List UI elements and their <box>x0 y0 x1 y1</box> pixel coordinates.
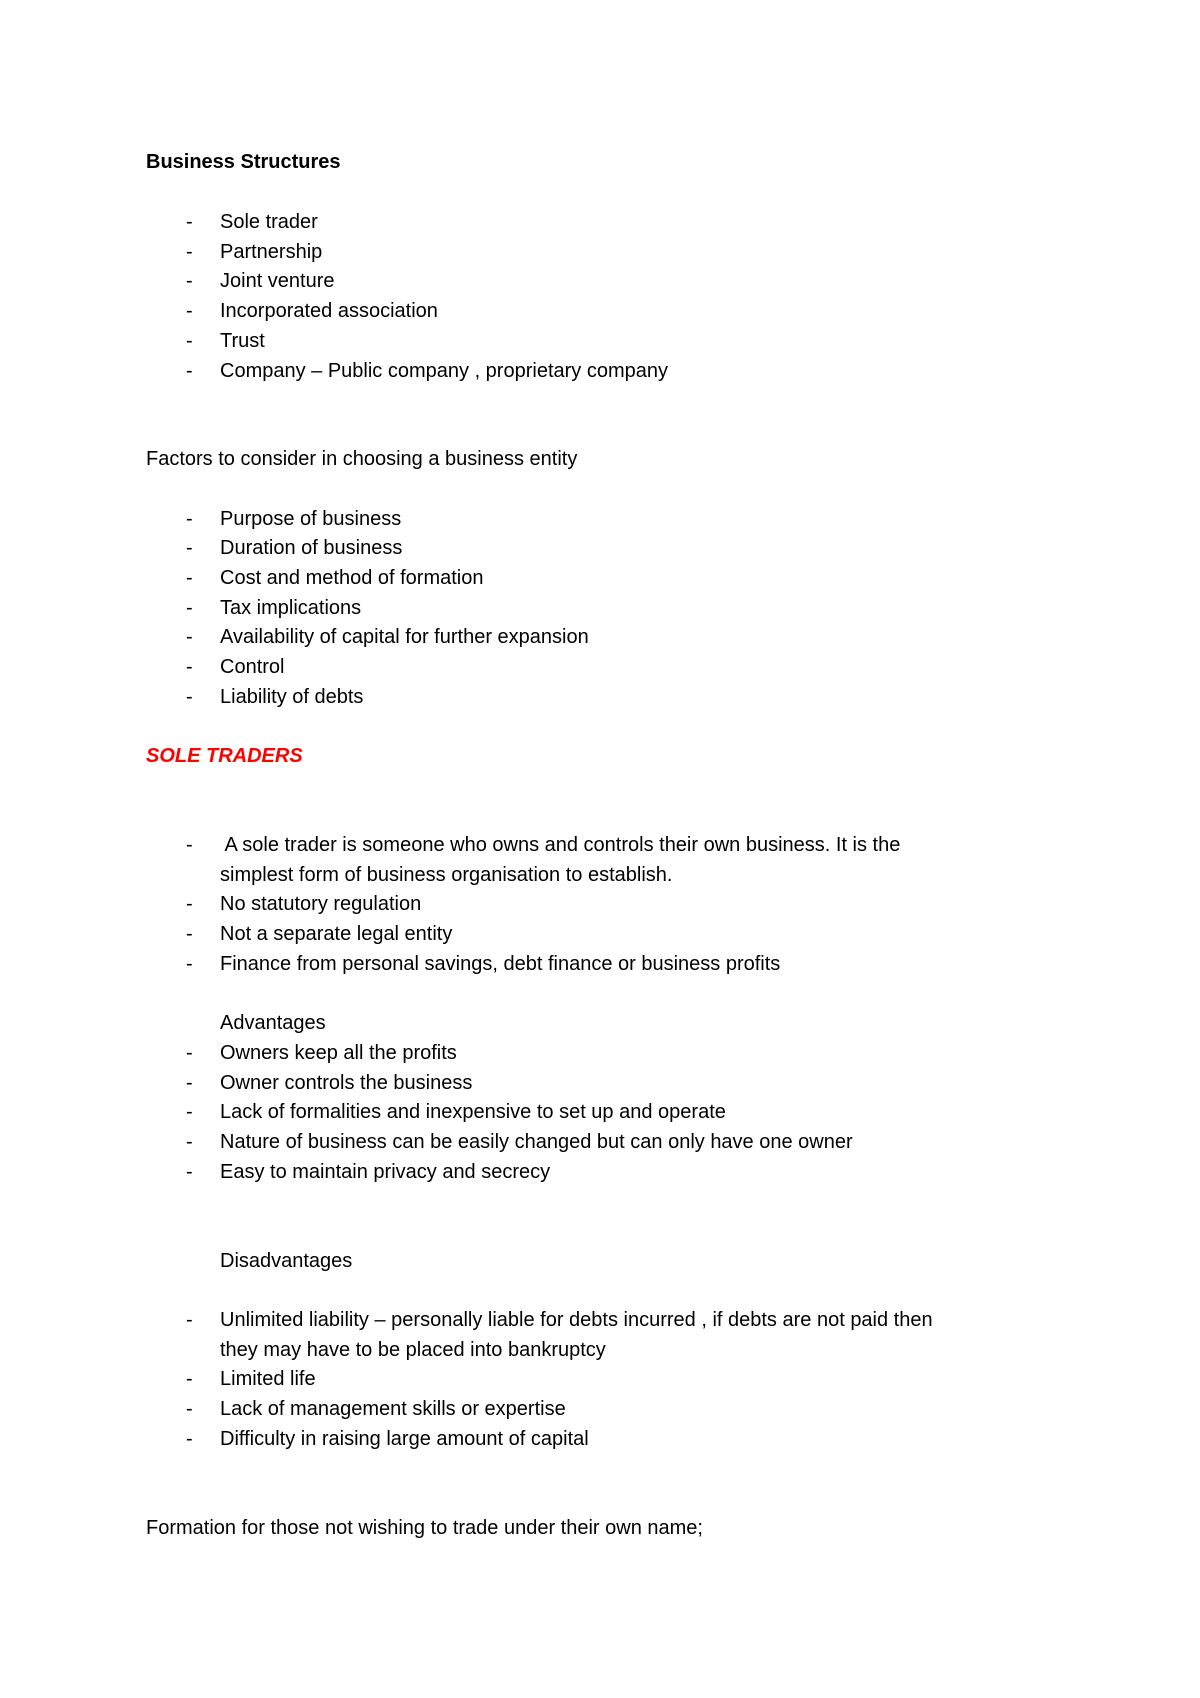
list-item-text: Duration of business <box>220 537 403 559</box>
list-item-text: Unlimited liability – personally liable for debts incurred , if debts are not paid then <box>220 1309 933 1331</box>
bullet-dash: - <box>186 1072 193 1094</box>
list-item-text: Finance from personal savings, debt finance or business profits <box>220 953 781 975</box>
bullet-dash: - <box>186 211 193 233</box>
list-item-text: Control <box>220 656 285 678</box>
list-item-text: Tax implications <box>220 597 362 619</box>
bullet-dash: - <box>186 567 193 589</box>
bullet-dash: - <box>186 656 193 678</box>
bullet-dash: - <box>186 597 193 619</box>
advantages-heading: Advantages <box>220 1012 326 1034</box>
list-item-text: Joint venture <box>220 270 335 292</box>
list-item-text: Limited life <box>220 1368 316 1390</box>
bullet-dash: - <box>186 330 193 352</box>
list-item-text: Liability of debts <box>220 686 364 708</box>
bullet-dash: - <box>186 1161 193 1183</box>
bullet-dash: - <box>186 1368 193 1390</box>
bullet-dash: - <box>186 300 193 322</box>
bullet-dash: - <box>186 1131 193 1153</box>
bullet-dash: - <box>186 1398 193 1420</box>
bullet-dash: - <box>186 360 193 382</box>
bullet-dash: - <box>186 626 193 648</box>
bullet-dash: - <box>186 1042 193 1064</box>
factors-heading: Factors to consider in choosing a business entity <box>146 448 578 470</box>
bullet-dash: - <box>186 241 193 263</box>
bullet-dash: - <box>186 686 193 708</box>
list-item-text: Partnership <box>220 241 323 263</box>
bullet-dash: - <box>186 537 193 559</box>
bullet-dash: - <box>186 1101 193 1123</box>
bullet-dash: - <box>186 1428 193 1450</box>
bullet-dash: - <box>186 1309 193 1331</box>
list-item-text: Easy to maintain privacy and secrecy <box>220 1161 551 1183</box>
list-item-text: Purpose of business <box>220 508 402 530</box>
list-item-text: Lack of formalities and inexpensive to set up and operate <box>220 1101 726 1123</box>
list-item-text: Cost and method of formation <box>220 567 484 589</box>
bullet-dash: - <box>186 834 193 856</box>
list-item-text: Sole trader <box>220 211 318 233</box>
list-item-text: Not a separate legal entity <box>220 923 453 945</box>
list-item-text: Owners keep all the profits <box>220 1042 457 1064</box>
list-item-text: A sole trader is someone who owns and controls their own business. It is the <box>220 834 901 856</box>
list-item-text: Nature of business can be easily changed but can only have one owner <box>220 1131 853 1153</box>
list-item-text: Owner controls the business <box>220 1072 473 1094</box>
list-item-text: Company – Public company , proprietary company <box>220 360 668 382</box>
sole-traders-heading: SOLE TRADERS <box>146 745 303 767</box>
list-item-text: Incorporated association <box>220 300 438 322</box>
list-item-text: Availability of capital for further expansion <box>220 626 589 648</box>
bullet-dash: - <box>186 508 193 530</box>
formation-heading: Formation for those not wishing to trade under their own name; <box>146 1517 703 1539</box>
disadvantages-heading: Disadvantages <box>220 1250 353 1272</box>
list-item-text: No statutory regulation <box>220 893 422 915</box>
page-title: Business Structures <box>146 151 341 173</box>
list-item-text: Trust <box>220 330 265 352</box>
bullet-dash: - <box>186 923 193 945</box>
bullet-dash: - <box>186 270 193 292</box>
bullet-dash: - <box>186 893 193 915</box>
list-item-text: Difficulty in raising large amount of capital <box>220 1428 589 1450</box>
list-item-text-continued: simplest form of business organisation to establish. <box>220 864 673 886</box>
list-item-text: Lack of management skills or expertise <box>220 1398 566 1420</box>
list-item-text-continued: they may have to be placed into bankruptcy <box>220 1339 606 1361</box>
bullet-dash: - <box>186 953 193 975</box>
